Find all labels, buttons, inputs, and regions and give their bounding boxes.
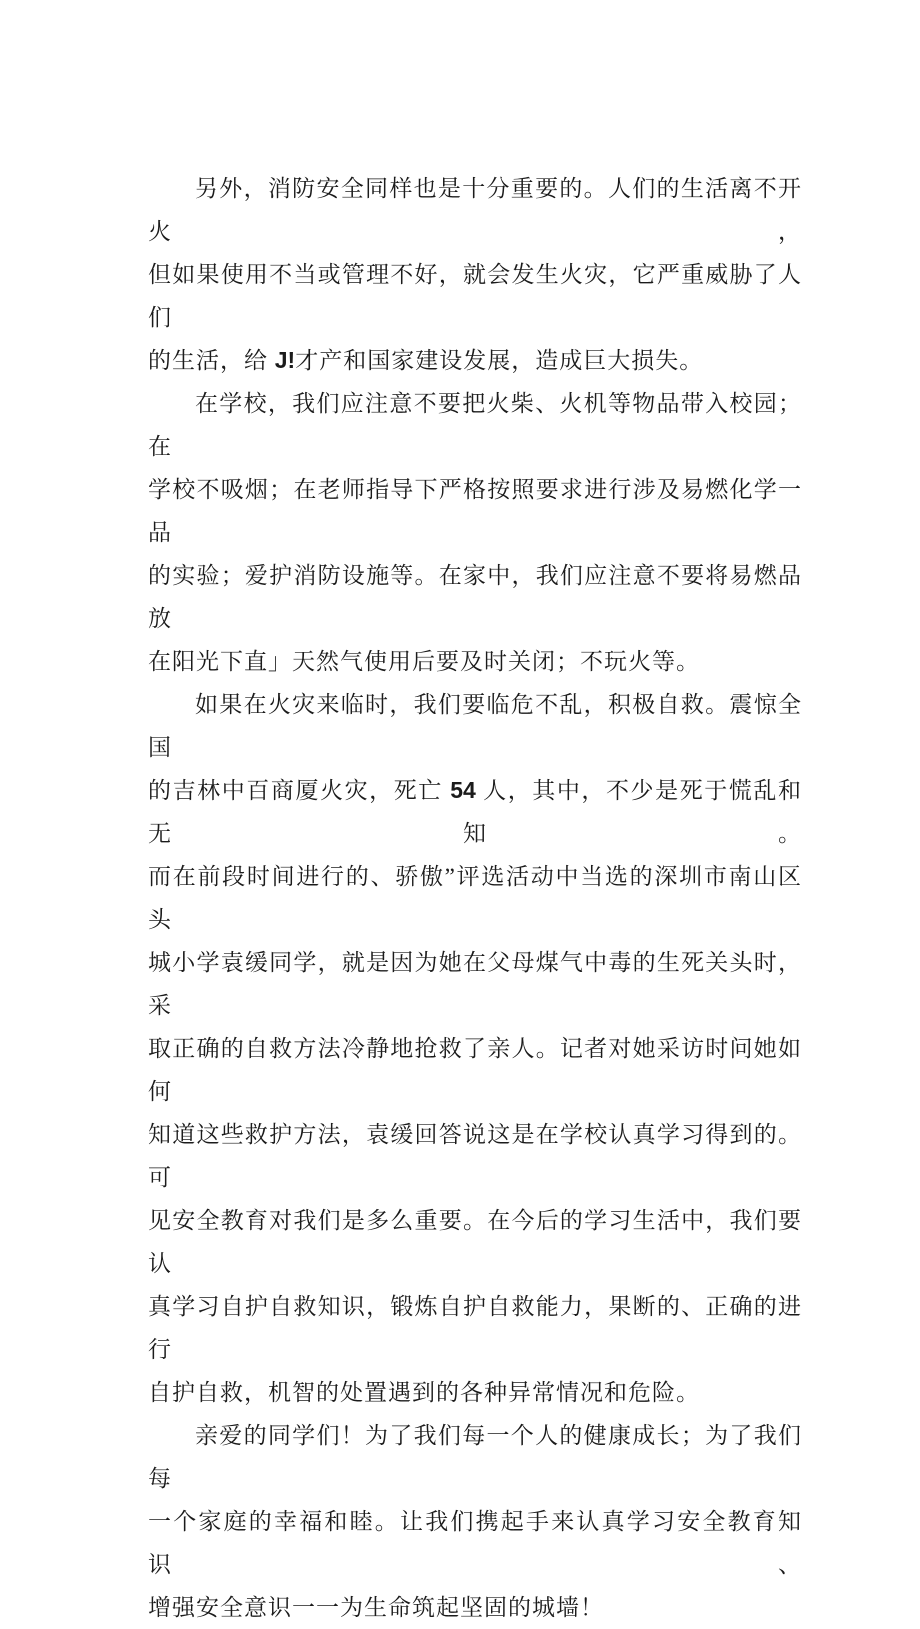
document-body: [148, 167, 802, 1629]
text-line: 取正确的自救方法冷静地抢救了亲人。记者对她采访时问她如何: [148, 1036, 802, 1104]
paragraph-school-home-rules: [148, 382, 802, 683]
text-line: 自护自救，机智的处置遇到的各种异常情况和危险。: [148, 1380, 700, 1405]
paragraph-closing-appeal: [148, 1414, 802, 1629]
text-line: 真学习自护自救知识，锻炼自护自救能力，果断的、正确的进行: [148, 1294, 802, 1362]
text-line: 的实验；爱护消防设施等。在家中，我们应注意不要将易燃品放: [148, 563, 802, 631]
text-line: 如果在火灾来临时，我们要临危不乱，积极自救。震惊全国: [148, 692, 802, 760]
paragraph-self-rescue-story: [148, 683, 802, 1414]
text-line: 在学校，我们应注意不要把火柴、火机等物品带入校园；在: [148, 391, 802, 459]
text-line: 另外，消防安全同样也是十分重要的。人们的生活离不开火，: [148, 176, 802, 244]
text-line: 一个家庭的幸福和睦。让我们携起手来认真学习安全教育知识、: [148, 1509, 802, 1577]
text-line: 而在前段时间进行的、骄傲”评选活动中当选的深圳市南山区头: [148, 864, 802, 932]
text-line: 的吉林中百商厦火灾，死亡 54 人，其中，不少是死于慌乱和无知。: [148, 777, 803, 846]
text-line: 亲爱的同学们！为了我们每一个人的健康成长；为了我们每: [148, 1423, 802, 1491]
paragraph-fire-safety-intro: [148, 167, 802, 382]
text-line: 知道这些救护方法，袁缓回答说这是在学校认真学习得到的。可: [148, 1122, 802, 1190]
latin-text: 54: [450, 777, 476, 803]
text-line: 的生活，给 J!才产和国家建设发展，造成巨大损失。: [148, 347, 704, 373]
text-line: 城小学袁缓同学，就是因为她在父母煤气中毒的生死关头时，采: [148, 950, 802, 1018]
text-line: 在阳光下直」天然气使用后要及时关闭；不玩火等。: [148, 649, 700, 674]
text-line: 学校不吸烟；在老师指导下严格按照要求进行涉及易燃化学一品: [148, 477, 802, 545]
text-line: 增强安全意识一一为生命筑起坚固的城墙！: [148, 1595, 604, 1620]
latin-text: J!: [274, 347, 296, 373]
text-line: 见安全教育对我们是多么重要。在今后的学习生活中，我们要认: [148, 1208, 802, 1276]
text-line: 但如果使用不当或管理不好，就会发生火灾，它严重威胁了人们: [148, 262, 802, 330]
